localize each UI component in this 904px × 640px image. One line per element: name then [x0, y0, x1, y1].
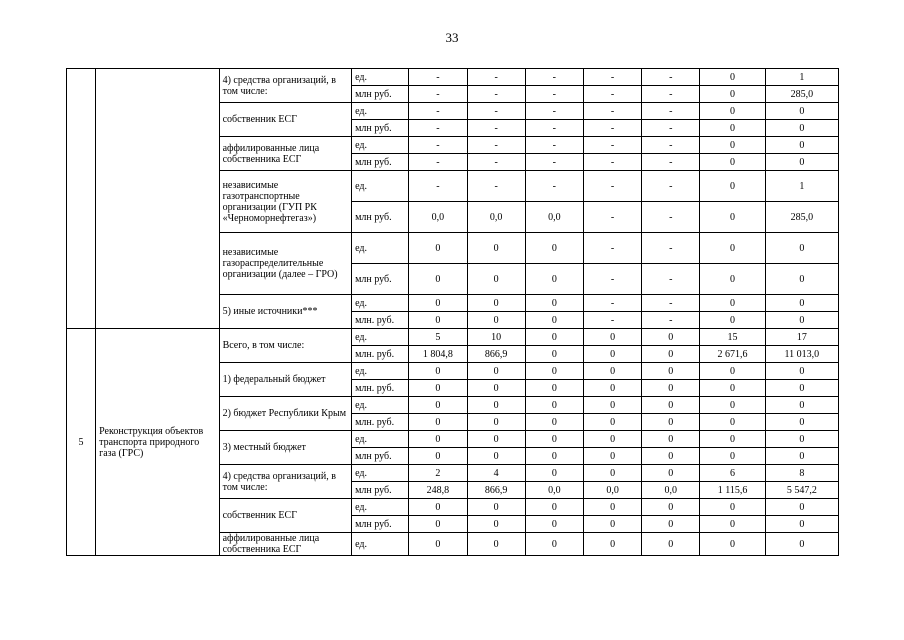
value-cell: 248,8: [409, 482, 467, 499]
value-cell: -: [583, 154, 641, 171]
value-cell: 0: [765, 120, 838, 137]
value-cell: -: [525, 120, 583, 137]
value-cell: 1 115,6: [700, 482, 765, 499]
value-cell: -: [467, 154, 525, 171]
value-cell: -: [642, 264, 700, 295]
unit-cell: ед.: [352, 363, 409, 380]
value-cell: 0: [467, 533, 525, 556]
value-cell: -: [409, 154, 467, 171]
value-cell: -: [642, 171, 700, 202]
value-cell: 6: [700, 465, 765, 482]
value-cell: 0: [467, 516, 525, 533]
value-cell: 0: [525, 397, 583, 414]
value-cell: 15: [700, 329, 765, 346]
unit-cell: ед.: [352, 103, 409, 120]
value-cell: 0: [525, 465, 583, 482]
unit-cell: ед.: [352, 295, 409, 312]
value-cell: 0: [525, 329, 583, 346]
value-cell: 0: [765, 414, 838, 431]
value-cell: -: [525, 154, 583, 171]
value-cell: 0: [700, 380, 765, 397]
value-cell: 0,0: [525, 202, 583, 233]
value-cell: 0,0: [409, 202, 467, 233]
table-row: [67, 329, 839, 346]
unit-cell: млн руб.: [352, 120, 409, 137]
value-cell: -: [642, 202, 700, 233]
value-cell: 1: [765, 171, 838, 202]
value-cell: 11 013,0: [765, 346, 838, 363]
value-cell: 0: [467, 312, 525, 329]
unit-cell: млн руб.: [352, 264, 409, 295]
value-cell: 2: [409, 465, 467, 482]
value-cell: -: [525, 86, 583, 103]
value-cell: 0: [467, 397, 525, 414]
value-cell: 17: [765, 329, 838, 346]
value-cell: 0: [642, 346, 700, 363]
value-cell: 0: [525, 312, 583, 329]
unit-cell: ед.: [352, 465, 409, 482]
value-cell: 0: [700, 431, 765, 448]
row-number-cell: 5: [67, 329, 96, 556]
unit-cell: ед.: [352, 329, 409, 346]
funding-source-cell: собственник ЕСГ: [219, 499, 352, 533]
value-cell: -: [525, 103, 583, 120]
value-cell: -: [642, 295, 700, 312]
value-cell: 0: [765, 312, 838, 329]
value-cell: 0: [700, 120, 765, 137]
value-cell: -: [467, 171, 525, 202]
value-cell: 0: [700, 154, 765, 171]
value-cell: -: [409, 69, 467, 86]
value-cell: 0: [765, 137, 838, 154]
value-cell: 0: [765, 380, 838, 397]
value-cell: 0: [765, 363, 838, 380]
value-cell: 0: [409, 414, 467, 431]
value-cell: -: [583, 264, 641, 295]
unit-cell: млн. руб.: [352, 414, 409, 431]
value-cell: 0: [765, 264, 838, 295]
value-cell: 0: [409, 233, 467, 264]
unit-cell: млн. руб.: [352, 380, 409, 397]
value-cell: 0: [525, 233, 583, 264]
value-cell: 0,0: [583, 482, 641, 499]
value-cell: 0: [467, 380, 525, 397]
unit-cell: ед.: [352, 171, 409, 202]
funding-source-cell: независимые газотранспортные организации (ГУП РК «Черноморнефтегаз»): [219, 171, 352, 233]
funding-source-cell: 3) местный бюджет: [219, 431, 352, 465]
value-cell: -: [409, 103, 467, 120]
value-cell: -: [467, 120, 525, 137]
value-cell: 0: [409, 312, 467, 329]
value-cell: 0: [700, 69, 765, 86]
unit-cell: ед.: [352, 431, 409, 448]
value-cell: 0: [700, 363, 765, 380]
unit-cell: млн руб.: [352, 448, 409, 465]
value-cell: -: [409, 86, 467, 103]
value-cell: 0: [642, 414, 700, 431]
row-number-cell: [67, 69, 96, 329]
value-cell: 0: [525, 516, 583, 533]
value-cell: 0: [409, 516, 467, 533]
value-cell: 0: [525, 499, 583, 516]
value-cell: 0: [525, 431, 583, 448]
value-cell: 285,0: [765, 86, 838, 103]
unit-cell: ед.: [352, 69, 409, 86]
value-cell: 0: [700, 533, 765, 556]
value-cell: 0: [467, 448, 525, 465]
unit-cell: ед.: [352, 499, 409, 516]
value-cell: 0: [642, 516, 700, 533]
value-cell: 0: [642, 363, 700, 380]
funding-source-cell: 1) федеральный бюджет: [219, 363, 352, 397]
value-cell: -: [583, 120, 641, 137]
value-cell: 0: [765, 233, 838, 264]
value-cell: -: [525, 171, 583, 202]
value-cell: 0: [642, 397, 700, 414]
value-cell: 866,9: [467, 482, 525, 499]
value-cell: -: [525, 137, 583, 154]
value-cell: 0: [409, 397, 467, 414]
value-cell: 0: [642, 465, 700, 482]
value-cell: 0: [409, 499, 467, 516]
value-cell: 10: [467, 329, 525, 346]
value-cell: 0: [409, 431, 467, 448]
funding-source-cell: аффилированные лица собственника ЕСГ: [219, 533, 352, 556]
value-cell: -: [467, 69, 525, 86]
value-cell: -: [467, 103, 525, 120]
value-cell: 0: [525, 414, 583, 431]
value-cell: -: [583, 86, 641, 103]
value-cell: -: [642, 103, 700, 120]
value-cell: 0: [467, 499, 525, 516]
table-row: [67, 69, 839, 86]
value-cell: 0: [583, 329, 641, 346]
value-cell: 0: [409, 533, 467, 556]
value-cell: 0: [642, 329, 700, 346]
value-cell: -: [642, 137, 700, 154]
value-cell: 0: [765, 295, 838, 312]
value-cell: 0: [700, 516, 765, 533]
value-cell: 0: [467, 233, 525, 264]
funding-source-cell: Всего, в том числе:: [219, 329, 352, 363]
unit-cell: млн. руб.: [352, 312, 409, 329]
value-cell: 0: [583, 516, 641, 533]
unit-cell: млн руб.: [352, 154, 409, 171]
value-cell: 0: [700, 264, 765, 295]
value-cell: 0: [765, 499, 838, 516]
unit-cell: ед.: [352, 533, 409, 556]
page-number: 33: [445, 30, 459, 45]
value-cell: 0: [583, 448, 641, 465]
value-cell: -: [583, 103, 641, 120]
value-cell: 0: [525, 264, 583, 295]
value-cell: 0: [467, 264, 525, 295]
value-cell: -: [583, 312, 641, 329]
funding-source-cell: 5) иные источники***: [219, 295, 352, 329]
unit-cell: ед.: [352, 397, 409, 414]
value-cell: 0: [765, 516, 838, 533]
activity-name-cell: Реконструкция объектов транспорта природного газа (ГРС): [96, 329, 219, 556]
value-cell: 0: [525, 448, 583, 465]
value-cell: 0: [525, 533, 583, 556]
value-cell: 0: [642, 448, 700, 465]
value-cell: 1 804,8: [409, 346, 467, 363]
value-cell: 0: [642, 380, 700, 397]
value-cell: 0,0: [467, 202, 525, 233]
unit-cell: ед.: [352, 137, 409, 154]
value-cell: 0: [467, 295, 525, 312]
data-table: [66, 68, 839, 556]
value-cell: 0: [583, 465, 641, 482]
table-body: [67, 69, 839, 556]
value-cell: -: [583, 137, 641, 154]
value-cell: -: [583, 202, 641, 233]
value-cell: 0: [583, 380, 641, 397]
value-cell: 0: [467, 414, 525, 431]
value-cell: -: [583, 171, 641, 202]
funding-source-cell: собственник ЕСГ: [219, 103, 352, 137]
unit-cell: ед.: [352, 233, 409, 264]
value-cell: 0: [700, 233, 765, 264]
value-cell: 0,0: [642, 482, 700, 499]
value-cell: 0: [700, 137, 765, 154]
activity-name-cell: [96, 69, 219, 329]
value-cell: 0: [700, 103, 765, 120]
value-cell: 0: [583, 414, 641, 431]
value-cell: 0: [642, 431, 700, 448]
value-cell: 0: [467, 363, 525, 380]
value-cell: 1: [765, 69, 838, 86]
unit-cell: млн. руб.: [352, 346, 409, 363]
value-cell: 0: [700, 414, 765, 431]
value-cell: 0: [700, 397, 765, 414]
value-cell: -: [467, 137, 525, 154]
value-cell: -: [642, 69, 700, 86]
value-cell: 0: [583, 346, 641, 363]
value-cell: 0: [700, 448, 765, 465]
value-cell: 0: [765, 448, 838, 465]
unit-cell: млн руб.: [352, 516, 409, 533]
value-cell: 0: [700, 295, 765, 312]
value-cell: 0: [583, 499, 641, 516]
value-cell: 0: [700, 202, 765, 233]
unit-cell: млн руб.: [352, 86, 409, 103]
value-cell: 2 671,6: [700, 346, 765, 363]
value-cell: 0: [409, 380, 467, 397]
value-cell: 0: [409, 448, 467, 465]
value-cell: 0: [583, 533, 641, 556]
value-cell: 0: [525, 295, 583, 312]
value-cell: 0: [583, 397, 641, 414]
value-cell: -: [642, 86, 700, 103]
value-cell: 0: [583, 363, 641, 380]
value-cell: 0: [467, 431, 525, 448]
value-cell: 0: [642, 533, 700, 556]
value-cell: -: [583, 233, 641, 264]
value-cell: 0: [700, 86, 765, 103]
funding-source-cell: 2) бюджет Республики Крым: [219, 397, 352, 431]
value-cell: 0: [642, 499, 700, 516]
value-cell: 285,0: [765, 202, 838, 233]
value-cell: 5: [409, 329, 467, 346]
value-cell: 0: [409, 264, 467, 295]
value-cell: 0: [700, 499, 765, 516]
value-cell: -: [525, 69, 583, 86]
value-cell: -: [642, 120, 700, 137]
value-cell: 0: [765, 431, 838, 448]
value-cell: 0,0: [525, 482, 583, 499]
value-cell: 5 547,2: [765, 482, 838, 499]
unit-cell: млн руб.: [352, 482, 409, 499]
value-cell: -: [583, 295, 641, 312]
value-cell: 0: [765, 533, 838, 556]
value-cell: 0: [525, 363, 583, 380]
value-cell: 0: [765, 154, 838, 171]
value-cell: 0: [700, 312, 765, 329]
value-cell: -: [467, 86, 525, 103]
value-cell: -: [409, 171, 467, 202]
funding-source-cell: независимые газораспределительные организации (далее – ГРО): [219, 233, 352, 295]
value-cell: -: [642, 312, 700, 329]
value-cell: 0: [525, 346, 583, 363]
value-cell: -: [583, 69, 641, 86]
value-cell: 0: [765, 103, 838, 120]
value-cell: 0: [765, 397, 838, 414]
value-cell: -: [642, 233, 700, 264]
value-cell: 8: [765, 465, 838, 482]
value-cell: -: [409, 120, 467, 137]
funding-source-cell: аффилированные лица собственника ЕСГ: [219, 137, 352, 171]
value-cell: -: [409, 137, 467, 154]
value-cell: 0: [700, 171, 765, 202]
value-cell: 4: [467, 465, 525, 482]
funding-source-cell: 4) средства организаций, в том числе:: [219, 465, 352, 499]
unit-cell: млн руб.: [352, 202, 409, 233]
value-cell: 866,9: [467, 346, 525, 363]
value-cell: 0: [583, 431, 641, 448]
funding-source-cell: 4) средства организаций, в том числе:: [219, 69, 352, 103]
value-cell: 0: [525, 380, 583, 397]
value-cell: 0: [409, 363, 467, 380]
value-cell: -: [642, 154, 700, 171]
value-cell: 0: [409, 295, 467, 312]
